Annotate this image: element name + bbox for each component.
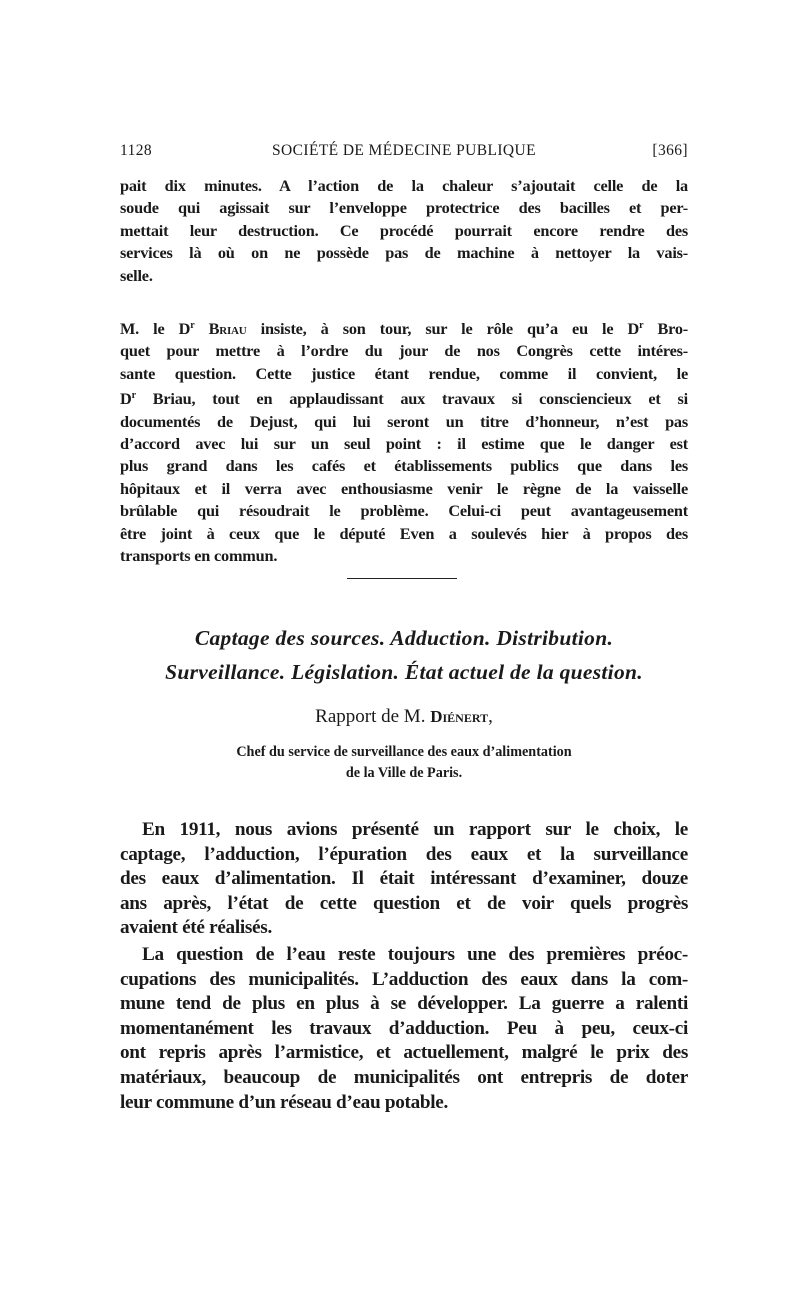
text-fragment: Briau, tout en applaudissant aux travaux si consciencieux et si <box>135 389 688 409</box>
superscript: r <box>190 320 195 331</box>
paragraph-3 <box>120 818 688 941</box>
paragraph-1 <box>120 175 688 287</box>
superscript: r <box>131 390 136 402</box>
text-line: documentés de Dejust, qui lui seront un titre d’honneur, n’est pas <box>120 411 688 431</box>
report-prefix: Rapport de M. <box>315 706 431 727</box>
bracket-page-number: [366] <box>652 142 688 159</box>
running-head <box>120 142 688 164</box>
text-line: quet pour mettre à l’ordre du jour de nos Congrès cette intéres- <box>120 341 688 361</box>
text-line: avaient été réalisés. <box>120 917 272 939</box>
text-line: soude qui agissait sur l’enveloppe protectrice des bacilles et per- <box>120 198 688 218</box>
text-line: cupations des municipalités. L’adduction des eaux dans la com- <box>120 968 688 990</box>
affiliation-line: de la Ville de Paris. <box>345 765 463 781</box>
paragraph-2 <box>120 315 688 567</box>
text-line: leur commune d’un réseau d’eau potable. <box>120 1091 448 1113</box>
text-line: ont repris après l’armistice, et actuellement, malgré le prix des <box>120 1042 688 1064</box>
text-line: pait dix minutes. A l’action de la chaleur s’ajoutait celle de la <box>120 176 688 195</box>
section-heading-line-2: Surveillance. Législation. État actuel de la question. <box>165 660 643 684</box>
text-line: sante question. Cette justice étant rendue, comme il convient, le <box>120 363 688 383</box>
text-line <box>120 315 688 340</box>
text-line: d’accord avec lui sur un seul point : il estime que le danger est <box>120 434 688 454</box>
report-suffix: , <box>488 706 493 727</box>
superscript: r <box>639 320 644 331</box>
text-line: hôpitaux et il verra avec enthousiasme venir le règne de la vaisselle <box>120 478 688 498</box>
report-byline <box>120 706 688 728</box>
text-fragment: insiste, à son tour, sur le rôle qu’a eu le D <box>246 319 640 338</box>
text-line: momentanément les travaux d’adduction. Peu à peu, ceux-ci <box>120 1017 688 1039</box>
text-line: selle. <box>120 265 153 285</box>
section-divider <box>347 578 457 579</box>
text-line <box>120 385 688 410</box>
text-line: En 1911, nous avions présenté un rapport sur le choix, le <box>142 819 688 840</box>
person-name: Briau <box>208 319 247 338</box>
author-affiliation <box>120 742 688 784</box>
text-fragment: M. le D <box>120 319 191 338</box>
text-fragment: Bro- <box>643 319 688 338</box>
text-line: La question de l’eau reste toujours une des premières préoc- <box>142 944 688 965</box>
text-line: services là où on ne possède pas de machine à nettoyer la vais- <box>120 243 688 263</box>
text-line: brûlable qui résoudrait le problème. Celui-ci peut avantageusement <box>120 501 688 521</box>
text-line: mune tend de plus en plus à se développer. La guerre a ralenti <box>120 993 688 1015</box>
author-name: Diénert <box>430 707 489 726</box>
text-line: captage, l’adduction, l’épuration des eaux et la surveillance <box>120 843 688 865</box>
page-number: 1128 <box>120 142 153 159</box>
text-line: transports en commun. <box>120 546 278 566</box>
text-line: être joint à ceux que le député Even a soulevés hier à propos des <box>120 523 688 543</box>
affiliation-line: Chef du service de surveillance des eaux d’alimentation <box>236 744 572 760</box>
text-line: mettait leur destruction. Ce procédé pourrait encore rendre des <box>120 220 688 240</box>
section-heading-line-1: Captage des sources. Adduction. Distribution. <box>194 626 614 650</box>
text-line: ans après, l’état de cette question et de voir quels progrès <box>120 892 688 914</box>
text-line: matériaux, beaucoup de municipalités ont entrepris de doter <box>120 1066 688 1088</box>
running-title: SOCIÉTÉ DE MÉDECINE PUBLIQUE <box>272 142 536 159</box>
text-line: plus grand dans les cafés et établissements publics que dans les <box>120 456 688 476</box>
text-fragment: D <box>120 389 132 409</box>
paragraph-4 <box>120 943 688 1115</box>
text-line: des eaux d’alimentation. Il était intéressant d’examiner, douze <box>120 868 688 890</box>
